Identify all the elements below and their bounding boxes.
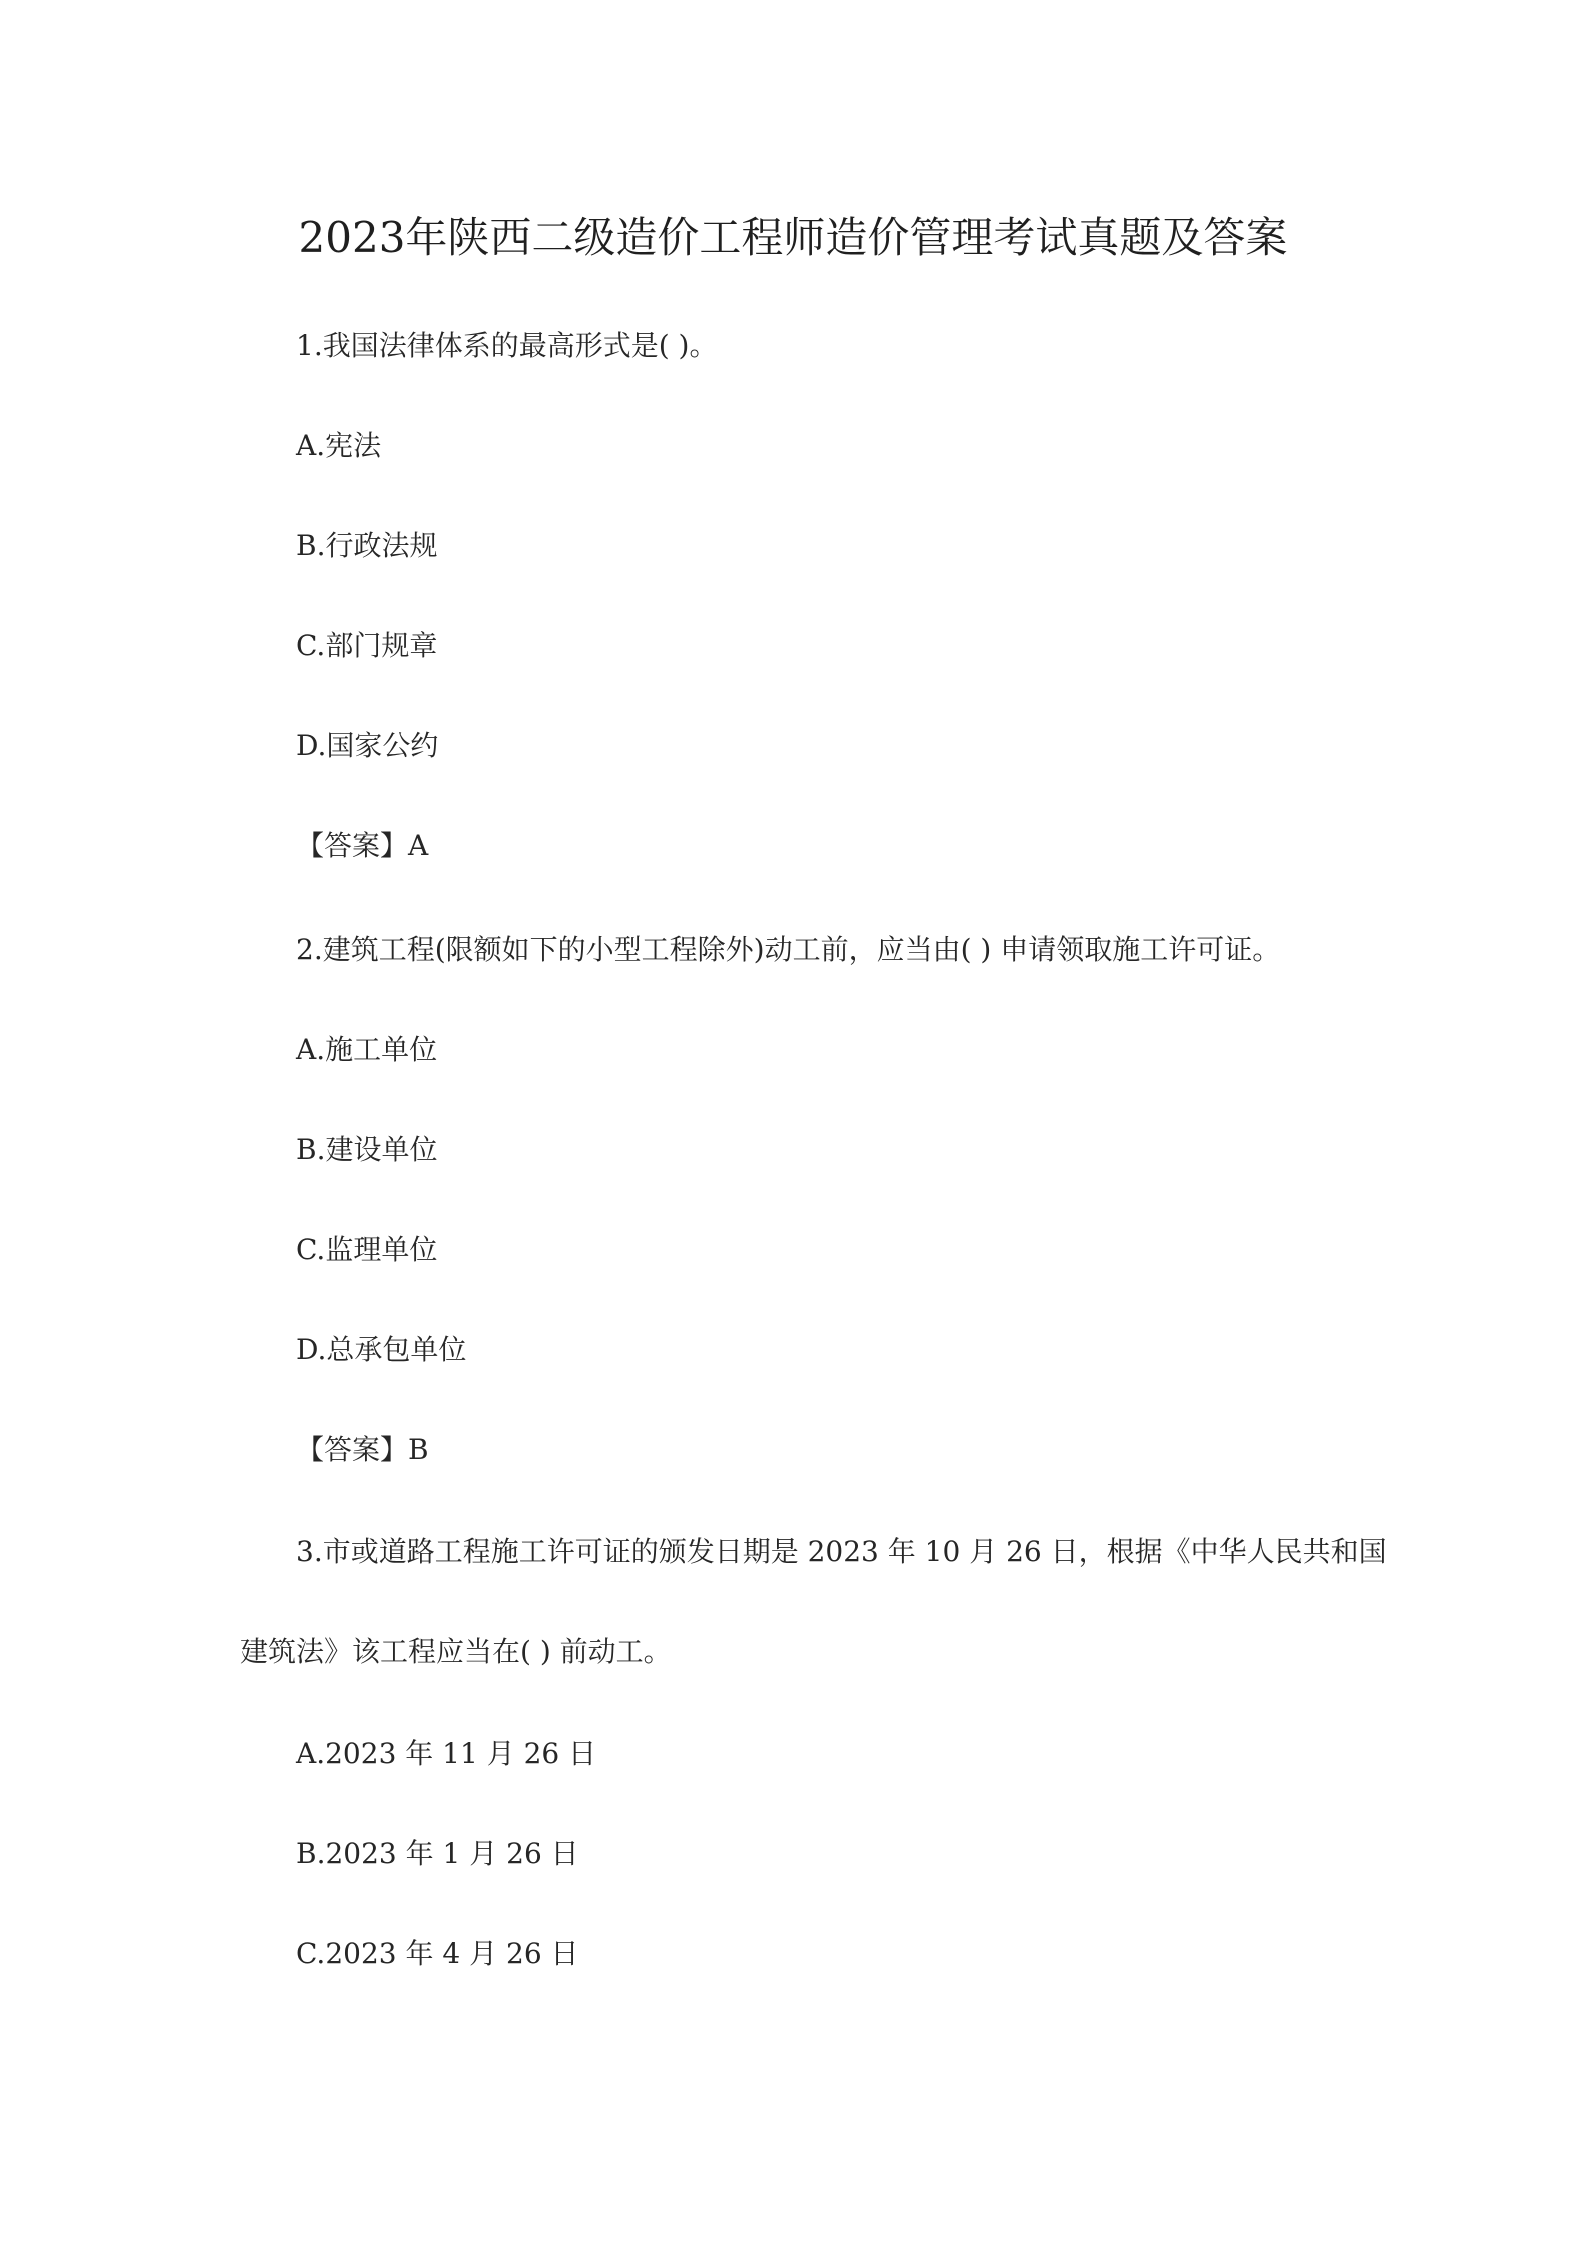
question-1-answer: 【答案】A [296,829,429,862]
question-3-stem-continued: 建筑法》该工程应当在( ) 前动工。 [240,1635,672,1668]
question-3-option-a: A.2023 年 11 月 26 日 [296,1737,597,1770]
question-2-option-c: C.监理单位 [296,1233,438,1266]
question-1-option-a: A.宪法 [296,429,382,462]
question-2-option-a: A.施工单位 [296,1033,438,1066]
question-2-stem: 2.建筑工程(限额如下的小型工程除外)动工前，应当由( ) 申请领取施工许可证。 [296,933,1281,966]
question-1-stem: 1.我国法律体系的最高形式是( )。 [296,329,718,362]
question-1-option-d: D.国家公约 [296,729,439,762]
question-3-option-b: B.2023 年 1 月 26 日 [296,1837,579,1870]
question-2-option-d: D.总承包单位 [296,1333,467,1366]
question-3-stem: 3.市或道路工程施工许可证的颁发日期是 2023 年 10 月 26 日，根据《中华人民共和国 [296,1535,1387,1568]
document-title: 2023年陕西二级造价工程师造价管理考试真题及答案 [298,213,1288,262]
question-1-option-c: C.部门规章 [296,629,438,662]
question-2-answer: 【答案】B [296,1433,429,1466]
question-2-option-b: B.建设单位 [296,1133,438,1166]
question-3-option-c: C.2023 年 4 月 26 日 [296,1937,579,1970]
question-1-option-b: B.行政法规 [296,529,438,562]
